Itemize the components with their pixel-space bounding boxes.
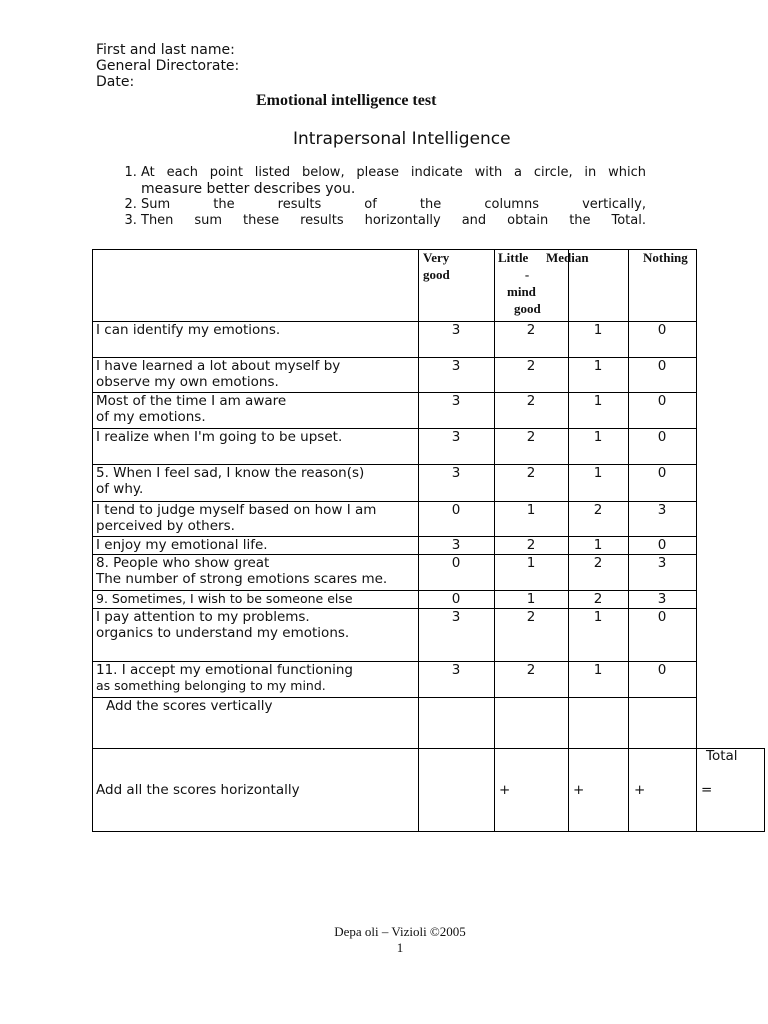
score-option[interactable]: 0 [657, 465, 667, 481]
score-option[interactable]: 2 [526, 358, 536, 374]
col-header-nothing: Nothing [643, 250, 688, 265]
form-header [96, 42, 239, 90]
statement-text: I have learned a lot about myself by [96, 358, 341, 374]
statement-text: I can identify my emotions. [96, 322, 281, 338]
score-option[interactable]: 0 [657, 537, 667, 553]
plus-sign: + [499, 782, 511, 798]
score-option[interactable]: 3 [657, 555, 667, 571]
col-header-text: - [524, 267, 530, 282]
statement-text: 11. I accept my emotional functioning [96, 662, 353, 678]
directorate-field-label: General Directorate: [96, 58, 240, 74]
add-horizontal-label: Add all the scores horizontally [96, 782, 300, 798]
score-option[interactable]: 0 [451, 591, 461, 607]
instruction-text: At each point listed below, please indicate with a circle, in which [141, 165, 646, 180]
score-option[interactable]: 3 [451, 537, 461, 553]
section-title: Intrapersonal Intelligence [293, 129, 511, 149]
date-field-label: Date: [96, 74, 135, 90]
statement-text: I pay attention to my problems. [96, 609, 310, 625]
score-option[interactable]: 0 [657, 358, 667, 374]
score-option[interactable]: 3 [451, 429, 461, 445]
score-option[interactable]: 3 [451, 465, 461, 481]
table-rule [92, 748, 697, 749]
score-option[interactable]: 1 [526, 591, 536, 607]
equals-sign: = [701, 782, 713, 798]
score-option[interactable]: 0 [657, 662, 667, 678]
score-option[interactable]: 3 [451, 662, 461, 678]
statement-text: I tend to judge myself based on how I am [96, 502, 377, 518]
score-option[interactable]: 2 [526, 537, 536, 553]
score-option[interactable]: 0 [657, 322, 667, 338]
statement-text: Most of the time I am aware [96, 393, 287, 409]
col-header-text: Very [423, 250, 450, 265]
score-option[interactable]: 2 [526, 465, 536, 481]
page-number: 1 [396, 940, 404, 955]
score-option[interactable]: 3 [657, 502, 667, 518]
col-header-text: good [423, 267, 450, 282]
score-option[interactable]: 2 [593, 591, 603, 607]
score-option[interactable]: 2 [526, 609, 536, 625]
add-vertical-label: Add the scores vertically [106, 698, 273, 714]
statement-text: of my emotions. [96, 409, 206, 425]
statement-text: I enjoy my emotional life. [96, 537, 268, 553]
table-rule [696, 831, 765, 832]
score-option[interactable]: 0 [451, 502, 461, 518]
col-header-text: good [514, 301, 541, 316]
score-option[interactable]: 1 [593, 662, 603, 678]
document-title: Emotional intelligence test [256, 92, 437, 109]
score-option[interactable]: 0 [657, 393, 667, 409]
table-rule [418, 249, 419, 832]
score-option[interactable]: 1 [593, 465, 603, 481]
table-rule [568, 249, 569, 832]
instruction-text: Sum the results of the columns vertically, [141, 197, 646, 212]
footer-credit: Depa oli – Vizioli ©2005 [334, 924, 466, 939]
total-label: Total [706, 748, 738, 764]
col-header-text: Little [498, 250, 529, 265]
col-header-little-mind-good [498, 249, 544, 317]
score-option[interactable]: 3 [451, 322, 461, 338]
statement-text: organics to understand my emotions. [96, 625, 350, 641]
table-rule [764, 748, 765, 832]
score-option[interactable]: 2 [526, 662, 536, 678]
score-option[interactable]: 1 [593, 429, 603, 445]
score-option[interactable]: 1 [593, 609, 603, 625]
score-option[interactable]: 3 [451, 609, 461, 625]
score-option[interactable]: 1 [526, 555, 536, 571]
table-rule [628, 249, 629, 832]
score-option[interactable]: 0 [657, 429, 667, 445]
score-option[interactable]: 3 [451, 358, 461, 374]
instruction-text: Then sum these results horizontally and obtain the Total. [141, 213, 646, 228]
table-rule [92, 831, 697, 832]
score-option[interactable]: 2 [526, 322, 536, 338]
statement-text: observe my own emotions. [96, 374, 279, 390]
instruction-item [141, 197, 646, 213]
score-option[interactable]: 3 [657, 591, 667, 607]
score-option[interactable]: 2 [526, 429, 536, 445]
statement-text: The number of strong emotions scares me. [96, 571, 388, 587]
statement-text: 9. Sometimes, I wish to be someone else [96, 591, 353, 606]
instruction-item [141, 165, 646, 197]
instructions-list [96, 165, 646, 229]
col-header-very-good [423, 249, 450, 283]
statement-text: of why. [96, 481, 144, 497]
table-rule [92, 249, 93, 832]
statement-text: 5. When I feel sad, I know the reason(s) [96, 465, 365, 481]
statement-text: I realize when I'm going to be upset. [96, 429, 343, 445]
score-option[interactable]: 1 [593, 358, 603, 374]
instruction-text-continued: measure better describes you. [141, 181, 356, 197]
score-option[interactable]: 3 [451, 393, 461, 409]
table-rule [92, 249, 697, 250]
plus-sign: + [634, 782, 646, 798]
score-option[interactable]: 0 [657, 609, 667, 625]
score-option[interactable]: 1 [526, 502, 536, 518]
col-header-text: mind [507, 284, 536, 299]
statement-text: 8. People who show great [96, 555, 270, 571]
score-option[interactable]: 1 [593, 537, 603, 553]
statement-text: as something belonging to my mind. [96, 678, 326, 693]
score-option[interactable]: 0 [451, 555, 461, 571]
instruction-item [141, 213, 646, 229]
table-rule [494, 249, 495, 832]
col-header-median: Median [546, 250, 589, 265]
statement-text: perceived by others. [96, 518, 235, 534]
score-option[interactable]: 1 [593, 393, 603, 409]
table-rule [696, 249, 697, 832]
plus-sign: + [573, 782, 585, 798]
score-option[interactable]: 2 [593, 555, 603, 571]
score-option[interactable]: 2 [526, 393, 536, 409]
name-field-label: First and last name: [96, 42, 235, 58]
score-option[interactable]: 2 [593, 502, 603, 518]
score-option[interactable]: 1 [593, 322, 603, 338]
